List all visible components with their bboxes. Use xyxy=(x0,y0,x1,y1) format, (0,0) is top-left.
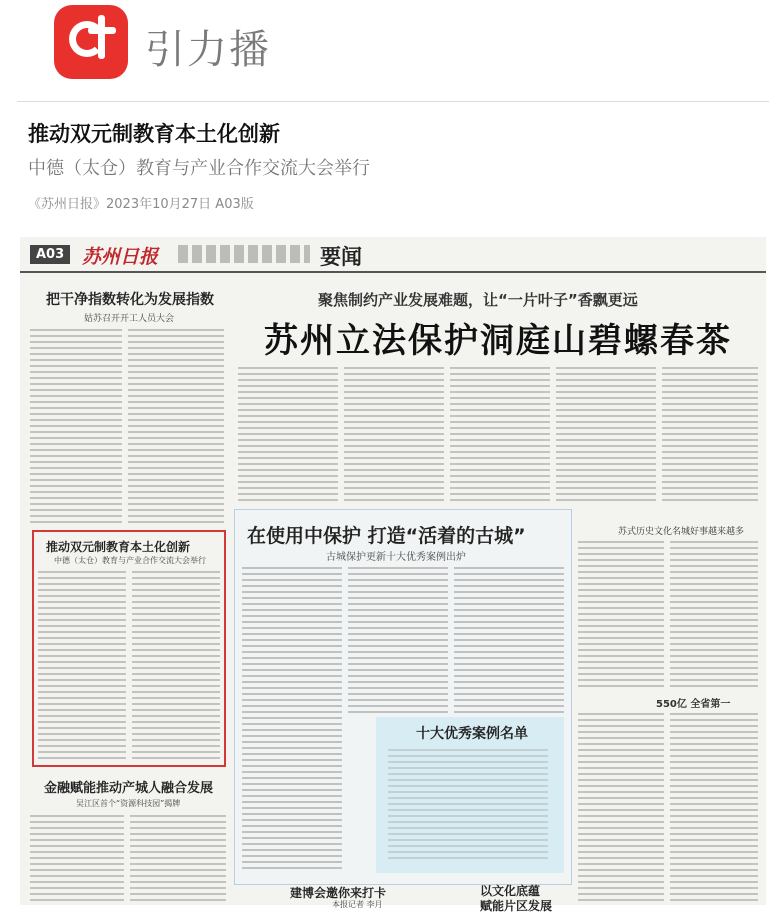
article-title: 推动双元制教育本土化创新 xyxy=(28,122,280,146)
right-column-headline-2: 550亿 全省第一 xyxy=(656,699,731,710)
text-column xyxy=(662,367,758,505)
app-brand-name[interactable]: 引力播 xyxy=(145,27,271,73)
left-bottom-subhead: 吴江区首个“资源科技园”揭牌 xyxy=(76,799,181,808)
app-logo-icon[interactable] xyxy=(54,5,128,79)
cases-list-text xyxy=(388,749,548,859)
newspaper-name: 苏州日报 xyxy=(82,246,159,268)
text-column xyxy=(238,367,338,505)
highlighted-article-title: 推动双元制教育本土化创新 xyxy=(46,540,191,554)
page-tag: A03 xyxy=(30,245,70,264)
text-column xyxy=(454,567,564,713)
bottom-headline-b-line2: 赋能片区发展 xyxy=(480,899,553,913)
lead-kicker: 聚焦制约产业发展难题，让“一片叶子”香飘更远 xyxy=(318,291,638,309)
left-top-subhead: 姑苏召开开工人员大会 xyxy=(84,314,175,324)
right-column-headline: 苏式历史文化名城好事越来越多 xyxy=(618,527,745,537)
featured-article-subtitle: 古城保护更新十大优秀案例出炉 xyxy=(326,552,466,563)
text-column xyxy=(130,815,226,903)
highlighted-article-subtitle: 中德（太仓）教育与产业合作交流大会举行 xyxy=(54,556,206,565)
featured-article-title: 在使用中保护 打造“活着的古城” xyxy=(247,525,526,547)
text-column xyxy=(450,367,550,505)
bottom-headline-a: 建博会邀你来打卡 xyxy=(290,886,387,900)
text-column xyxy=(30,329,122,524)
text-column xyxy=(132,571,220,761)
lead-headline: 苏州立法保护洞庭山碧螺春茶 xyxy=(264,321,732,361)
section-name: 要闻 xyxy=(320,244,362,269)
left-bottom-headline: 金融赋能推动产城人融合发展 xyxy=(44,781,214,796)
text-column xyxy=(670,713,758,901)
header-divider xyxy=(17,101,769,102)
text-column xyxy=(344,367,444,505)
newspaper-masthead xyxy=(20,237,766,273)
masthead-wave-pattern xyxy=(178,245,310,263)
text-column xyxy=(38,571,126,761)
newspaper-page-image[interactable] xyxy=(20,237,766,913)
text-column xyxy=(578,541,664,689)
text-column xyxy=(578,713,664,901)
article-subtitle: 中德（太仓）教育与产业合作交流大会举行 xyxy=(28,158,370,179)
text-column xyxy=(128,329,224,524)
text-column xyxy=(556,367,656,505)
cases-list-title: 十大优秀案例名单 xyxy=(416,726,528,742)
text-column xyxy=(348,567,448,713)
bottom-byline-a: 本报记者 李月 xyxy=(332,900,383,909)
text-column xyxy=(242,567,342,873)
app-header xyxy=(0,0,781,100)
article-source: 《苏州日报》2023年10月27日 A03版 xyxy=(28,197,254,212)
text-column xyxy=(30,815,124,903)
text-column xyxy=(670,541,758,689)
bottom-headline-b-line1: 以文化底蕴 xyxy=(480,884,541,898)
left-top-headline: 把干净指数转化为发展指数 xyxy=(46,292,214,308)
